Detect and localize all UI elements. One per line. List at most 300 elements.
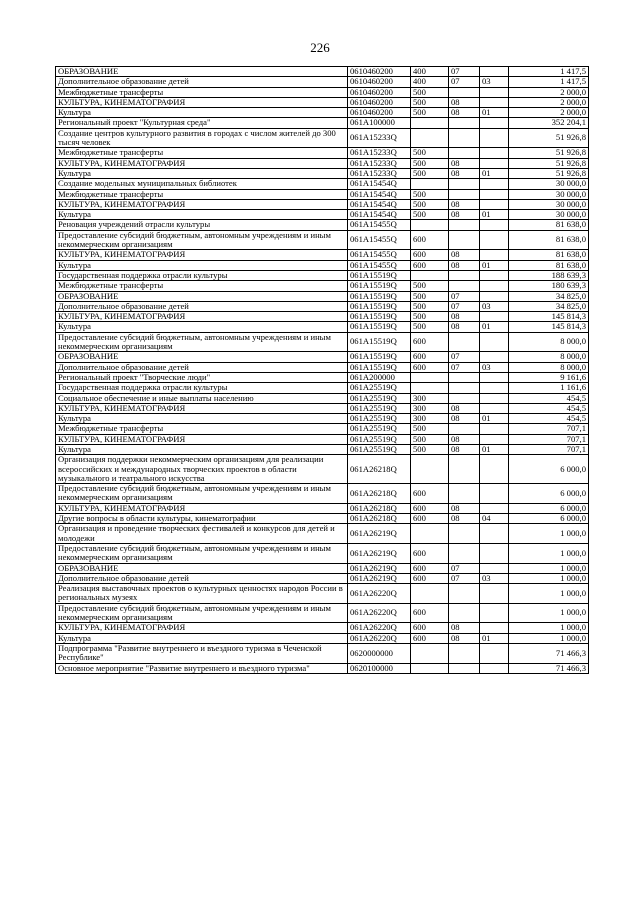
row-code-cell: 061A15233Q [348,148,411,158]
row-code-cell: 061A15519Q [348,291,411,301]
table-row [56,210,589,220]
row-code-cell: 061A15519Q [348,312,411,322]
row-amount-cell: 1 000,0 [509,584,589,604]
row-amount-cell: 1 000,0 [509,633,589,643]
row-rz-cell [449,332,480,352]
row-rz-cell: 07 [449,77,480,87]
row-name-cell: Государственная поддержка отрасли культуры [56,270,348,280]
row-rz-cell: 08 [449,514,480,524]
row-rz-cell: 08 [449,444,480,454]
row-vr-cell [411,383,449,393]
row-rz-cell [449,220,480,230]
row-rz-cell: 07 [449,67,480,77]
row-code-cell: 061A15519Q [348,362,411,372]
row-vr-cell: 500 [411,312,449,322]
row-amount-cell: 454,5 [509,403,589,413]
row-rz-cell: 08 [449,199,480,209]
row-pr-cell: 01 [480,322,509,332]
row-amount-cell: 81 638,0 [509,250,589,260]
row-name-cell: ОБРАЗОВАНИЕ [56,291,348,301]
row-pr-cell: 01 [480,108,509,118]
row-name-cell: Подпрограмма "Развитие внутреннего и въездного туризма в Чеченской Республике" [56,643,348,663]
row-name-cell: Предоставление субсидий бюджетным, автономным учреждениям и иным некоммерческим организациям [56,603,348,623]
row-code-cell: 061A15519Q [348,332,411,352]
row-pr-cell [480,352,509,362]
row-vr-cell [411,118,449,128]
row-vr-cell: 500 [411,168,449,178]
row-pr-cell [480,250,509,260]
row-name-cell: Культура [56,260,348,270]
row-pr-cell [480,543,509,563]
row-amount-cell: 2 000,0 [509,97,589,107]
table-row [56,403,589,413]
row-code-cell: 061A100000 [348,118,411,128]
row-vr-cell: 500 [411,199,449,209]
row-name-cell: Межбюджетные трансферты [56,87,348,97]
row-rz-cell [449,128,480,148]
table-row [56,158,589,168]
row-pr-cell [480,584,509,604]
row-rz-cell: 08 [449,434,480,444]
row-pr-cell [480,148,509,158]
row-code-cell: 061A26219Q [348,573,411,583]
row-code-cell: 061A15455Q [348,260,411,270]
row-rz-cell [449,383,480,393]
table-row [56,503,589,513]
row-amount-cell: 2 000,0 [509,87,589,97]
row-rz-cell: 08 [449,403,480,413]
row-amount-cell: 707,1 [509,424,589,434]
row-name-cell: КУЛЬТУРА, КИНЕМАТОГРАФИЯ [56,503,348,513]
table-row [56,118,589,128]
row-amount-cell: 2 000,0 [509,108,589,118]
row-pr-cell [480,524,509,544]
row-code-cell: 061A15454Q [348,179,411,189]
row-code-cell: 061A25519Q [348,424,411,434]
row-pr-cell [480,312,509,322]
row-pr-cell [480,281,509,291]
row-name-cell: Дополнительное образование детей [56,362,348,372]
row-name-cell: Межбюджетные трансферты [56,148,348,158]
row-rz-cell [449,179,480,189]
row-code-cell: 061A15455Q [348,220,411,230]
row-amount-cell: 707,1 [509,434,589,444]
row-pr-cell [480,393,509,403]
row-code-cell: 061A15519Q [348,322,411,332]
row-amount-cell: 1 000,0 [509,524,589,544]
table-row [56,332,589,352]
row-pr-cell [480,403,509,413]
row-code-cell: 061A15233Q [348,168,411,178]
row-amount-cell: 1 000,0 [509,563,589,573]
row-name-cell: Реновация учреждений отрасли культуры [56,220,348,230]
row-amount-cell: 34 825,0 [509,301,589,311]
row-pr-cell [480,179,509,189]
row-pr-cell [480,372,509,382]
table-row [56,281,589,291]
row-code-cell: 0610460200 [348,77,411,87]
row-code-cell: 061A200000 [348,372,411,382]
row-rz-cell [449,393,480,403]
table-row [56,584,589,604]
row-vr-cell [411,455,449,484]
row-amount-cell: 71 466,3 [509,663,589,673]
row-amount-cell: 707,1 [509,444,589,454]
row-code-cell: 061A26219Q [348,543,411,563]
row-vr-cell [411,220,449,230]
row-pr-cell [480,291,509,301]
row-amount-cell: 352 204,1 [509,118,589,128]
row-pr-cell [480,455,509,484]
row-code-cell: 0610460200 [348,87,411,97]
table-row [56,87,589,97]
table-row [56,199,589,209]
table-row [56,383,589,393]
row-pr-cell: 01 [480,260,509,270]
row-pr-cell [480,434,509,444]
row-vr-cell [411,524,449,544]
row-amount-cell: 1 000,0 [509,543,589,563]
row-name-cell: Организация поддержки некоммерческим организациям для реализации всероссийских и международных творческих проектов в области музыкального и театрального искусства [56,455,348,484]
row-rz-cell [449,484,480,504]
table-row [56,414,589,424]
row-vr-cell: 500 [411,87,449,97]
row-rz-cell [449,524,480,544]
row-pr-cell [480,623,509,633]
table-row [56,220,589,230]
row-name-cell: Культура [56,210,348,220]
row-amount-cell: 188 639,3 [509,270,589,280]
row-pr-cell [480,503,509,513]
row-amount-cell: 1 417,5 [509,67,589,77]
row-pr-cell [480,118,509,128]
row-pr-cell [480,484,509,504]
row-name-cell: Культура [56,322,348,332]
row-vr-cell: 500 [411,281,449,291]
row-amount-cell: 1 000,0 [509,623,589,633]
row-name-cell: КУЛЬТУРА, КИНЕМАТОГРАФИЯ [56,403,348,413]
row-rz-cell: 08 [449,633,480,643]
row-pr-cell: 03 [480,573,509,583]
table-row [56,603,589,623]
table-row [56,434,589,444]
row-amount-cell: 30 000,0 [509,210,589,220]
row-vr-cell: 300 [411,403,449,413]
row-name-cell: КУЛЬТУРА, КИНЕМАТОГРАФИЯ [56,434,348,444]
row-rz-cell [449,643,480,663]
row-pr-cell [480,97,509,107]
row-vr-cell: 500 [411,291,449,301]
budget-table-body [56,67,589,674]
row-vr-cell: 500 [411,148,449,158]
row-vr-cell: 500 [411,301,449,311]
row-code-cell: 061A25519Q [348,414,411,424]
row-name-cell: Дополнительное образование детей [56,573,348,583]
row-vr-cell: 600 [411,563,449,573]
row-name-cell: Основное мероприятие "Развитие внутреннего и въездного туризма" [56,663,348,673]
row-rz-cell [449,87,480,97]
table-row [56,77,589,87]
row-amount-cell: 51 926,8 [509,128,589,148]
table-row [56,97,589,107]
row-name-cell: КУЛЬТУРА, КИНЕМАТОГРАФИЯ [56,97,348,107]
row-code-cell: 061A15455Q [348,250,411,260]
row-code-cell: 061A15233Q [348,158,411,168]
row-amount-cell: 1 161,6 [509,383,589,393]
row-amount-cell: 6 000,0 [509,484,589,504]
table-row [56,372,589,382]
row-name-cell: Региональный проект "Творческие люди" [56,372,348,382]
row-pr-cell: 01 [480,210,509,220]
row-amount-cell: 145 814,3 [509,322,589,332]
row-name-cell: Дополнительное образование детей [56,301,348,311]
row-pr-cell [480,189,509,199]
row-vr-cell: 600 [411,484,449,504]
row-amount-cell: 71 466,3 [509,643,589,663]
row-amount-cell: 81 638,0 [509,220,589,230]
row-amount-cell: 51 926,8 [509,148,589,158]
row-amount-cell: 6 000,0 [509,503,589,513]
table-row [56,108,589,118]
table-row [56,643,589,663]
table-row [56,312,589,322]
row-vr-cell: 500 [411,444,449,454]
row-rz-cell: 08 [449,414,480,424]
row-name-cell: Региональный проект "Культурная среда" [56,118,348,128]
row-amount-cell: 8 000,0 [509,362,589,372]
row-pr-cell [480,67,509,77]
row-rz-cell [449,372,480,382]
row-vr-cell [411,179,449,189]
row-rz-cell [449,118,480,128]
row-vr-cell: 600 [411,573,449,583]
table-row [56,633,589,643]
table-row [56,291,589,301]
row-amount-cell: 9 161,6 [509,372,589,382]
row-name-cell: КУЛЬТУРА, КИНЕМАТОГРАФИЯ [56,158,348,168]
row-name-cell: ОБРАЗОВАНИЕ [56,352,348,362]
row-code-cell: 061A15455Q [348,230,411,250]
table-row [56,168,589,178]
table-row [56,322,589,332]
row-pr-cell [480,563,509,573]
row-amount-cell: 8 000,0 [509,332,589,352]
row-amount-cell: 8 000,0 [509,352,589,362]
row-vr-cell: 500 [411,189,449,199]
row-code-cell: 061A15454Q [348,210,411,220]
row-pr-cell [480,220,509,230]
row-vr-cell: 500 [411,210,449,220]
row-vr-cell: 500 [411,108,449,118]
row-vr-cell: 500 [411,322,449,332]
row-name-cell: Культура [56,414,348,424]
row-pr-cell [480,87,509,97]
row-name-cell: Другие вопросы в области культуры, кинематографии [56,514,348,524]
row-rz-cell: 07 [449,301,480,311]
row-rz-cell: 07 [449,563,480,573]
row-vr-cell: 500 [411,424,449,434]
row-code-cell: 061A25519Q [348,403,411,413]
row-vr-cell [411,663,449,673]
row-vr-cell: 300 [411,393,449,403]
table-row [56,260,589,270]
row-vr-cell [411,270,449,280]
page-number: 226 [310,40,330,55]
row-rz-cell [449,148,480,158]
row-rz-cell [449,230,480,250]
row-vr-cell: 300 [411,414,449,424]
row-code-cell: 061A15519Q [348,301,411,311]
row-code-cell: 061A15454Q [348,199,411,209]
row-name-cell: КУЛЬТУРА, КИНЕМАТОГРАФИЯ [56,250,348,260]
table-row [56,444,589,454]
row-vr-cell: 500 [411,97,449,107]
table-row [56,455,589,484]
row-code-cell: 0620000000 [348,643,411,663]
row-name-cell: Межбюджетные трансферты [56,281,348,291]
row-name-cell: Организация и проведение творческих фестивалей и конкурсов для детей и молодежи [56,524,348,544]
row-rz-cell: 08 [449,210,480,220]
table-row [56,663,589,673]
row-amount-cell: 1 000,0 [509,603,589,623]
table-row [56,424,589,434]
row-name-cell: Создание модельных муниципальных библиотек [56,179,348,189]
table-row [56,393,589,403]
row-code-cell: 0610460200 [348,97,411,107]
row-amount-cell: 6 000,0 [509,514,589,524]
row-rz-cell [449,603,480,623]
row-vr-cell: 600 [411,503,449,513]
row-name-cell: Культура [56,168,348,178]
row-code-cell: 061A15519Q [348,352,411,362]
table-row [56,270,589,280]
row-pr-cell [480,383,509,393]
table-row [56,514,589,524]
row-name-cell: Предоставление субсидий бюджетным, автономным учреждениям и иным некоммерческим организациям [56,230,348,250]
row-code-cell: 061A26220Q [348,584,411,604]
row-amount-cell: 51 926,8 [509,168,589,178]
row-vr-cell [411,584,449,604]
row-name-cell: Социальное обеспечение и иные выплаты населению [56,393,348,403]
row-vr-cell: 500 [411,434,449,444]
row-pr-cell: 03 [480,362,509,372]
row-rz-cell [449,663,480,673]
row-rz-cell: 08 [449,108,480,118]
row-vr-cell [411,128,449,148]
row-name-cell: Культура [56,108,348,118]
row-code-cell: 061A25519Q [348,444,411,454]
row-name-cell: Предоставление субсидий бюджетным, автономным учреждениям и иным некоммерческим организациям [56,332,348,352]
row-amount-cell: 30 000,0 [509,179,589,189]
row-code-cell: 061A26220Q [348,623,411,633]
row-pr-cell [480,424,509,434]
row-code-cell: 061A15519Q [348,270,411,280]
row-name-cell: Межбюджетные трансферты [56,424,348,434]
row-rz-cell: 07 [449,573,480,583]
row-rz-cell [449,281,480,291]
row-vr-cell: 600 [411,623,449,633]
row-vr-cell: 600 [411,362,449,372]
row-name-cell: ОБРАЗОВАНИЕ [56,67,348,77]
row-rz-cell: 08 [449,623,480,633]
table-row [56,148,589,158]
row-amount-cell: 454,5 [509,414,589,424]
row-code-cell: 061A15233Q [348,128,411,148]
table-row [56,563,589,573]
row-amount-cell: 145 814,3 [509,312,589,322]
row-vr-cell: 600 [411,230,449,250]
row-pr-cell [480,603,509,623]
row-code-cell: 061A15519Q [348,281,411,291]
row-pr-cell: 03 [480,301,509,311]
row-pr-cell: 01 [480,414,509,424]
table-row [56,573,589,583]
row-code-cell: 061A25519Q [348,383,411,393]
row-amount-cell: 81 638,0 [509,260,589,270]
table-row [56,352,589,362]
row-vr-cell: 600 [411,633,449,643]
row-rz-cell [449,543,480,563]
row-code-cell: 0610460200 [348,67,411,77]
row-code-cell: 061A15454Q [348,189,411,199]
row-name-cell: Предоставление субсидий бюджетным, автономным учреждениям и иным некоммерческим организациям [56,543,348,563]
table-row [56,128,589,148]
table-row [56,230,589,250]
row-rz-cell: 08 [449,250,480,260]
row-name-cell: Предоставление субсидий бюджетным, автономным учреждениям и иным некоммерческим организациям [56,484,348,504]
row-rz-cell: 08 [449,312,480,322]
row-name-cell: Создание центров культурного развития в городах с числом жителей до 300 тысяч человек [56,128,348,148]
row-vr-cell: 600 [411,332,449,352]
row-rz-cell: 07 [449,291,480,301]
row-amount-cell: 6 000,0 [509,455,589,484]
row-rz-cell [449,270,480,280]
row-rz-cell: 07 [449,362,480,372]
row-pr-cell: 01 [480,168,509,178]
row-name-cell: Государственная поддержка отрасли культуры [56,383,348,393]
row-pr-cell: 04 [480,514,509,524]
table-row [56,189,589,199]
row-name-cell: Дополнительное образование детей [56,77,348,87]
row-pr-cell [480,128,509,148]
row-code-cell: 061A26220Q [348,603,411,623]
row-code-cell: 061A26218Q [348,514,411,524]
table-row [56,301,589,311]
row-vr-cell: 600 [411,543,449,563]
row-vr-cell [411,643,449,663]
row-vr-cell: 600 [411,250,449,260]
row-rz-cell: 08 [449,322,480,332]
row-pr-cell: 01 [480,633,509,643]
row-vr-cell: 400 [411,77,449,87]
row-code-cell: 061A26219Q [348,524,411,544]
row-name-cell: ОБРАЗОВАНИЕ [56,563,348,573]
table-row [56,524,589,544]
row-code-cell: 061A26218Q [348,484,411,504]
table-row [56,67,589,77]
row-amount-cell: 454,5 [509,393,589,403]
row-pr-cell: 01 [480,444,509,454]
row-pr-cell [480,199,509,209]
table-row [56,484,589,504]
row-rz-cell: 08 [449,503,480,513]
row-rz-cell: 08 [449,168,480,178]
row-rz-cell [449,584,480,604]
row-vr-cell: 600 [411,260,449,270]
row-amount-cell: 30 000,0 [509,199,589,209]
row-vr-cell: 600 [411,352,449,362]
row-name-cell: Реализация выставочных проектов о культурных ценностях народов России в региональных музеях [56,584,348,604]
